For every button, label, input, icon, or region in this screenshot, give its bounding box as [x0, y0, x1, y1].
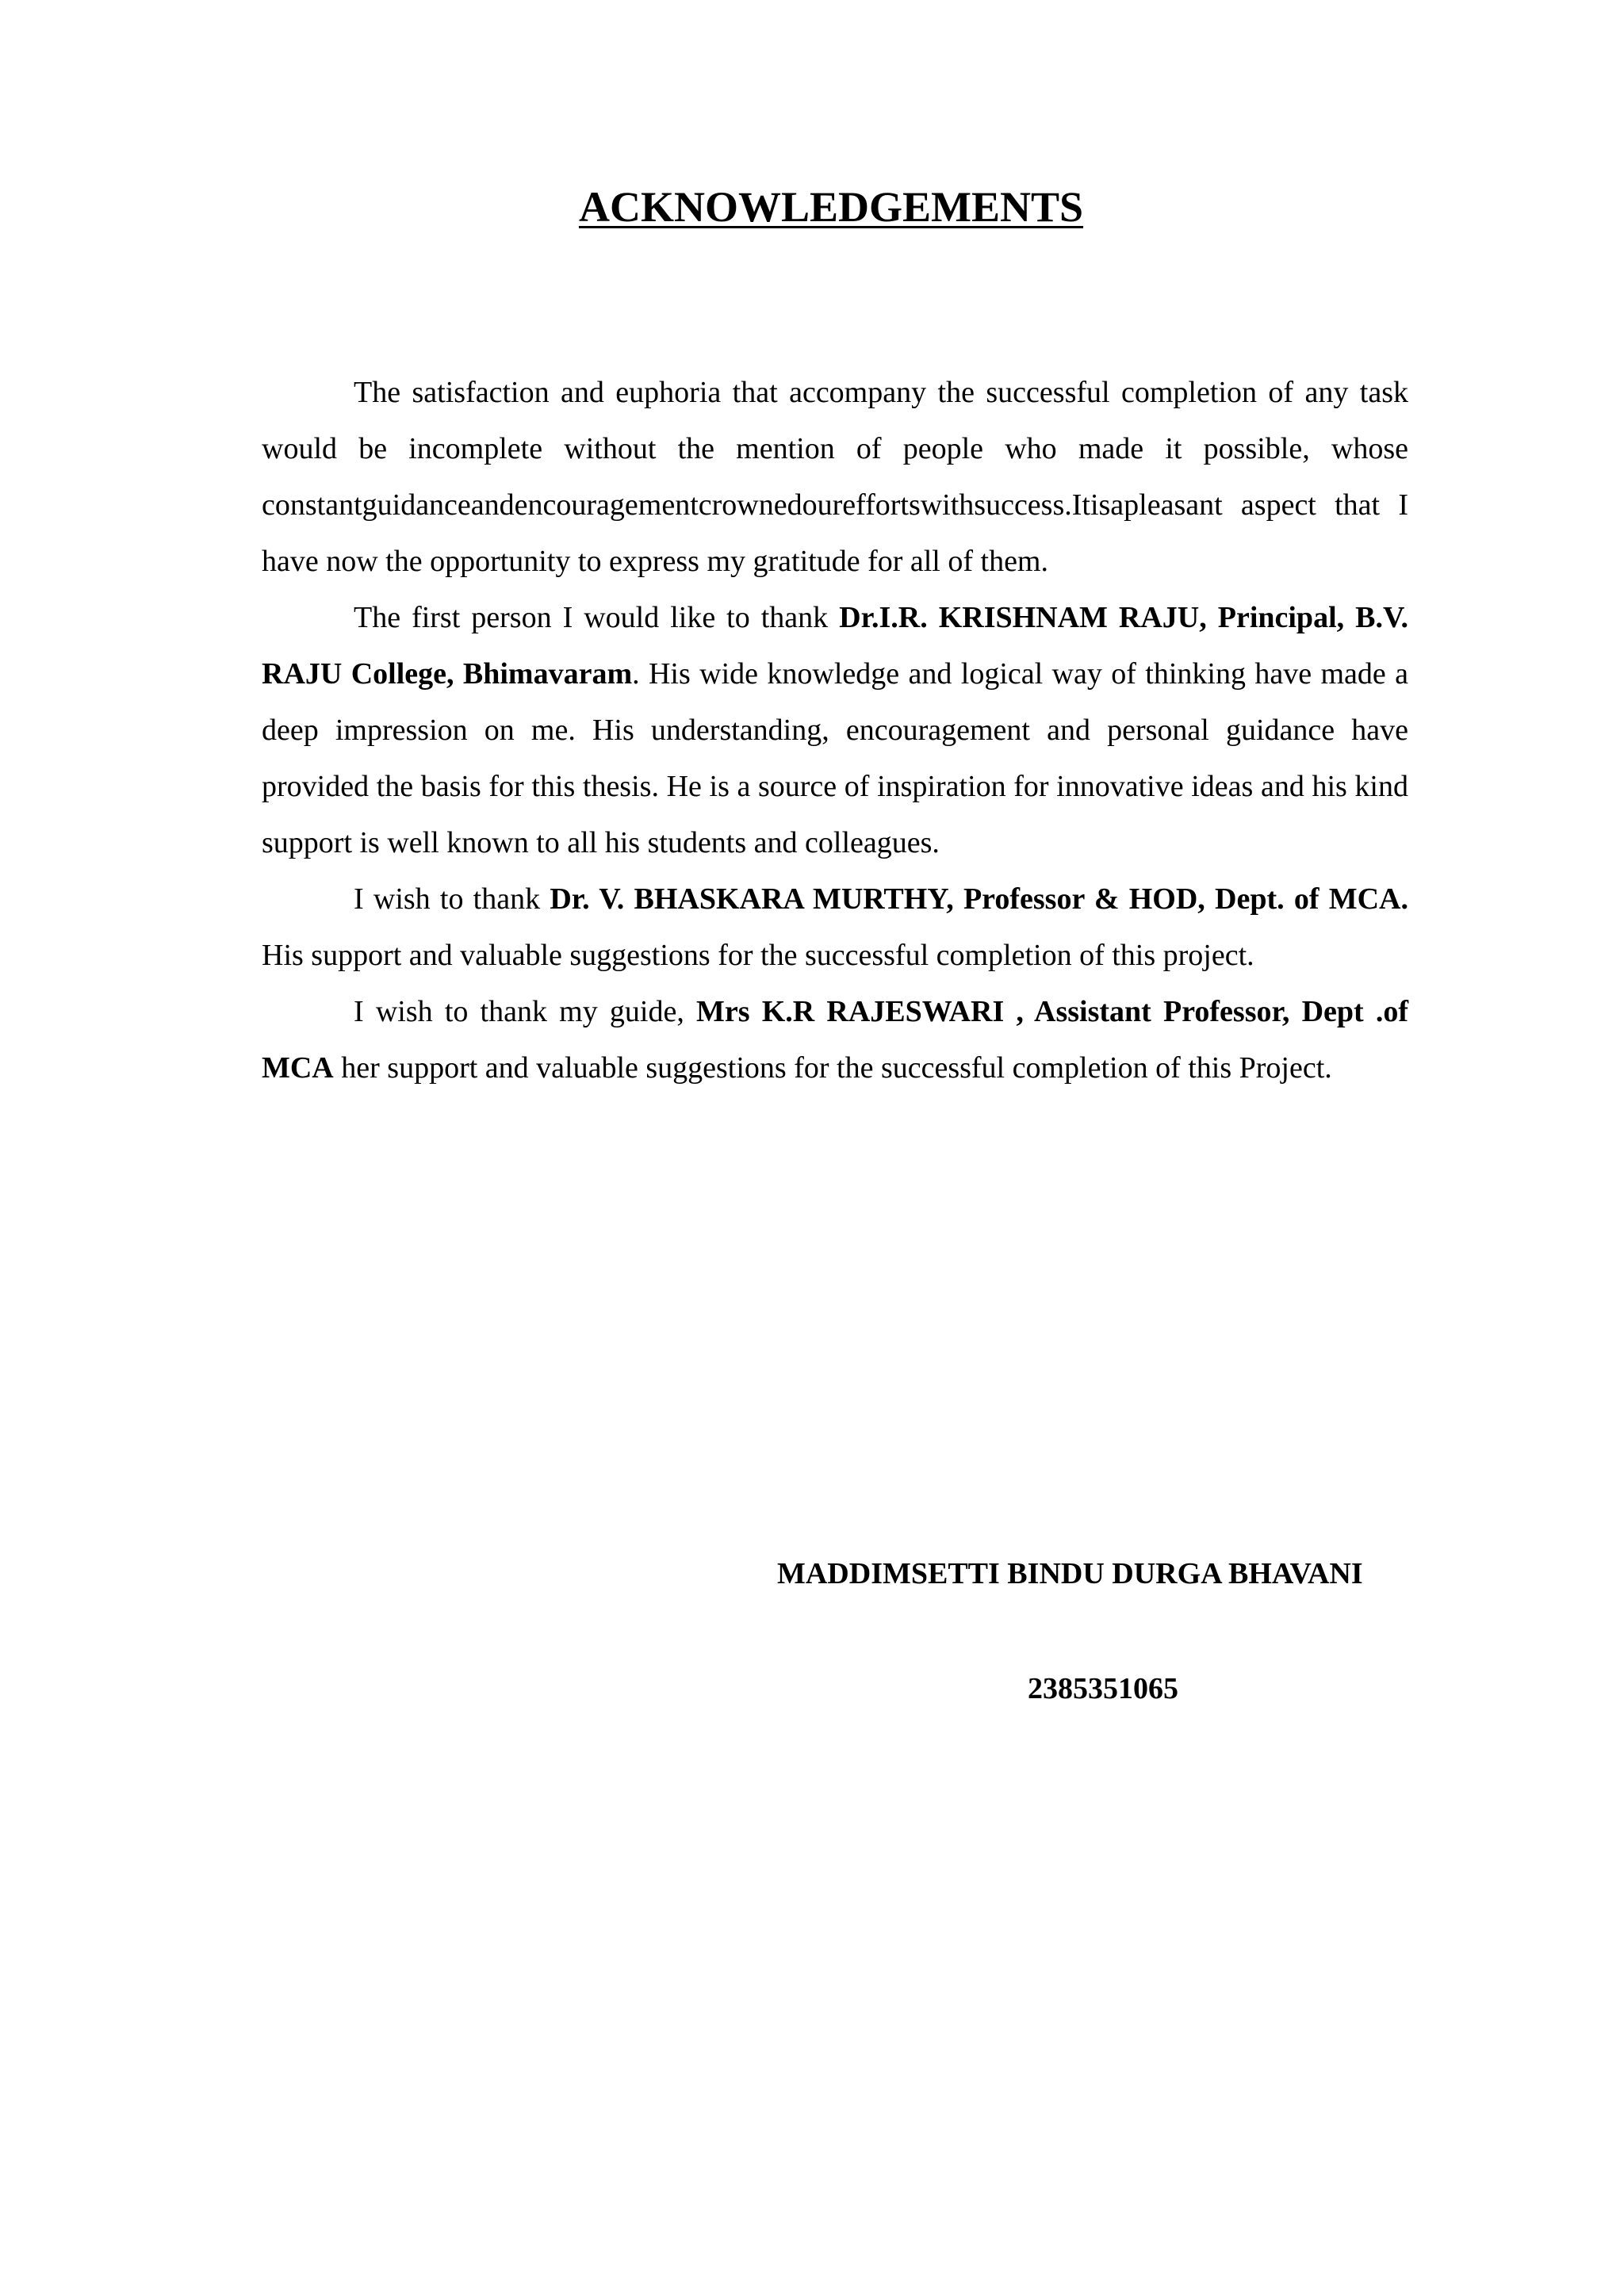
paragraph-intro [262, 365, 1408, 590]
paragraph-principal-text-start: The first person I would like to thank [354, 601, 840, 634]
hod-name: Dr. V. BHASKARA MURTHY, Professor & HOD, Dept. of MCA. [550, 882, 1408, 916]
paragraph-hod [262, 871, 1408, 984]
acknowledgement-body [262, 365, 1408, 1096]
principal-name: Dr.I.R. KRISHNAM RAJU, Principal, B.V. RAJU College, Bhimavaram [262, 601, 1409, 691]
paragraph-hod-text-end: His support and valuable suggestions for the successful completion of this project. [262, 939, 1254, 972]
paragraph-intro-text: The satisfaction and euphoria that accompany the successful completion of any task would be incomplete without the mention of people who made it possible, whose constantguidanceandencouragementcrownedoureffortswithsuccess.Itisapleasant aspect that I have now the opportunity to express my gratitude for all of them. [262, 376, 1408, 578]
paragraph-guide-text-end: her support and valuable suggestions for the successful completion of this Project. [333, 1051, 1332, 1085]
paragraph-guide-text-start: I wish to thank my guide, [354, 995, 697, 1028]
paragraph-principal [262, 590, 1408, 871]
page-title: ACKNOWLEDGEMENTS [578, 183, 1084, 231]
guide-name: Mrs K.R RAJESWARI , Assistant Professor, Dept .of MCA [262, 995, 1408, 1085]
paragraph-hod-text-start: I wish to thank [354, 882, 550, 916]
paragraph-guide [262, 984, 1408, 1096]
signature-name: MADDIMSETTI BINDU DURGA BHAVANI [777, 1557, 1363, 1590]
signature-id-number: 2385351065 [1028, 1672, 1178, 1705]
paragraph-principal-text-end: . His wide knowledge and logical way of thinking have made a deep impression on me. His understanding, encouragement and personal guidance have provided the basis for this thesis. He is a source of inspiration for innovative ideas and his kind support is well known to all his students and colleagues. [262, 657, 1408, 859]
